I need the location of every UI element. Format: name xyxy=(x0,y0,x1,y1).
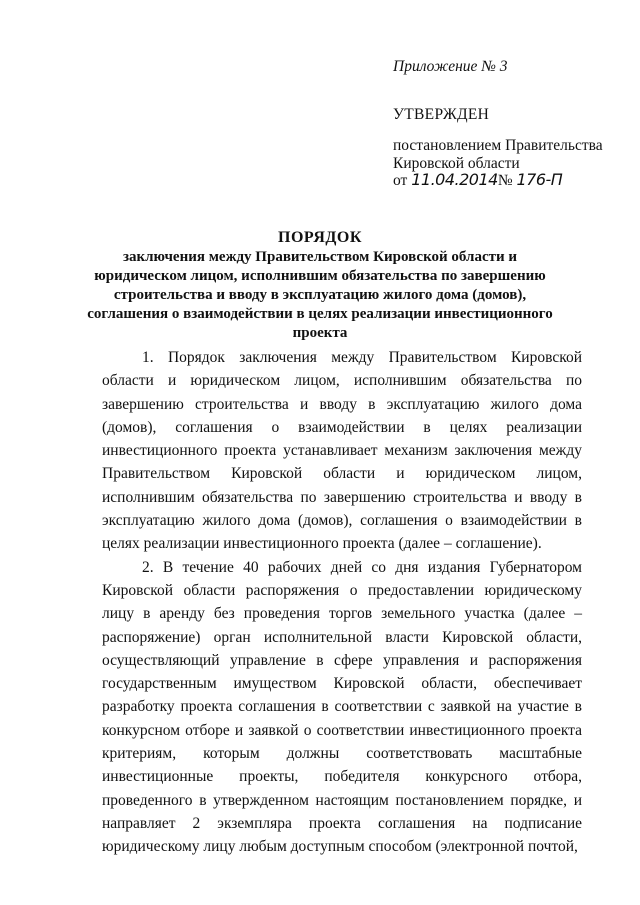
decree-line-1: постановлением Правительства xyxy=(393,137,603,154)
decree-block xyxy=(393,137,603,173)
handwritten-date: 11.04.2014 xyxy=(411,170,498,189)
handwritten-number: 176-П xyxy=(516,170,563,189)
appendix-label: Приложение № 3 xyxy=(393,58,508,75)
paragraph-1: 1. Порядок заключения между Правительством Кировской области и юридическом лицом, исполнившим обязательства по завершению строительства и вводу в эксплуатацию жилого дома (домов), соглашения о взаимодействии в целях реализации инвестиционного проекта устанавливает механизм заключения между Правительством Кировской области и юридическом лицом, исполнившим обязательства по завершению строительства и вводу в эксплуатацию жилого дома (домов), соглашения о взаимодействии в целях реализации инвестиционного проекта (далее – соглашение). xyxy=(102,349,582,553)
date-prefix: от xyxy=(393,172,408,189)
decree-date-row xyxy=(393,170,562,190)
approved-label: УТВЕРЖДЕН xyxy=(393,106,490,123)
document-body xyxy=(102,346,582,859)
paragraph-2: 2. В течение 40 рабочих дней со дня издания Губернатором Кировской области распоряжения о предоставлении юридическому лицу в аренду без проведения торгов земельного участка (далее – распоряжение) орган исполнительной власти Кировской области, осуществляющий управление в сфере управления и распоряжения государственным имуществом Кировской области, обеспечивает разработку проекта соглашения в соответствии с заявкой на участие в конкурсном отборе и заявкой о соответствии инвестиционного проекта критериям, которым должны соответствовать масштабные инвестиционные проекты, победителя конкурсного отбора, проведенного в утвержденном настоящим постановлением порядке, и направляет 2 экземпляра проекта соглашения на подписание юридическому лицу любым доступным способом (электронной почтой, xyxy=(102,558,582,856)
document-title: ПОРЯДОК xyxy=(278,229,362,246)
document-subtitle: заключения между Правительством Кировской области и юридическом лицом, исполнившим обязательства по завершению строительства и вводу в эксплуатацию жилого дома (домов), соглашения о взаимодействии в целях реализации инвестиционного проекта xyxy=(87,249,553,341)
number-prefix: № xyxy=(497,172,513,189)
decree-line-2: Кировской области xyxy=(393,155,520,172)
